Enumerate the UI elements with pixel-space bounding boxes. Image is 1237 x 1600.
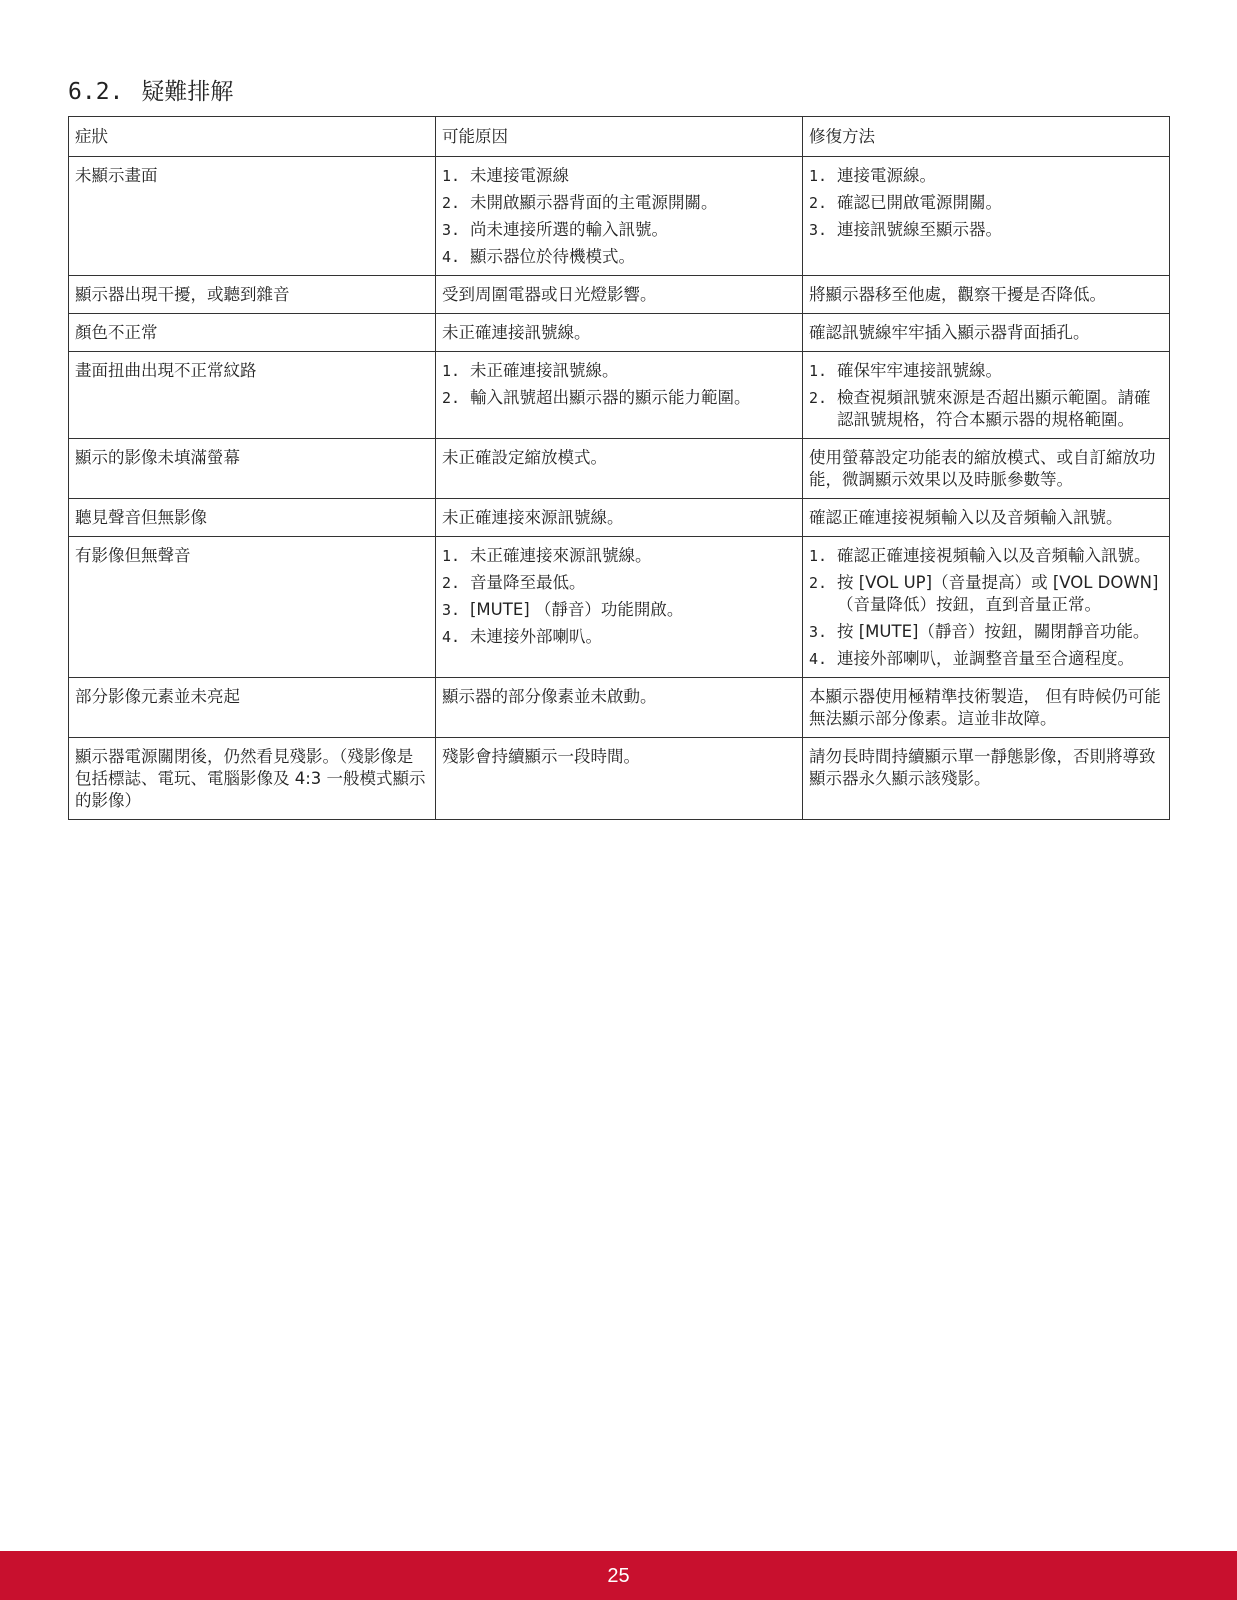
step-text: 連接外部喇叭，並調整音量至合適程度。 — [837, 649, 1134, 668]
step-text: 顯示器位於待機模式。 — [470, 247, 635, 266]
step-text: 未正確連接來源訊號線。 — [470, 546, 652, 565]
footer-band — [0, 1551, 1237, 1600]
fix-item — [809, 192, 1163, 214]
step-text: 尚未連接所選的輸入訊號。 — [470, 220, 668, 239]
fix-item-list — [809, 360, 1163, 431]
step-number: 3. — [809, 221, 828, 239]
table-row — [69, 314, 1170, 352]
cause-item: 殘影會持續顯示一段時間。 — [442, 747, 640, 766]
fix-item — [809, 219, 1163, 241]
cause-item-list — [442, 545, 796, 648]
cause-item-list — [442, 165, 796, 268]
step-text: 確認正確連接視頻輸入以及音頻輸入訊號。 — [837, 546, 1151, 565]
fix-cell — [803, 314, 1170, 352]
fix-item — [809, 387, 1163, 431]
step-text: 確認已開啟電源開關。 — [837, 193, 1002, 212]
cause-cell — [436, 157, 803, 276]
troubleshooting-table — [68, 116, 1170, 820]
fix-cell — [803, 157, 1170, 276]
fix-cell — [803, 352, 1170, 439]
cause-item — [442, 545, 796, 567]
symptom-cell: 聽見聲音但無影像 — [69, 499, 436, 537]
cause-item — [442, 219, 796, 241]
symptom-cell: 畫面扭曲出現不正常紋路 — [69, 352, 436, 439]
step-number: 1. — [809, 362, 828, 380]
fix-item — [809, 572, 1163, 616]
step-text: 未連接電源線 — [470, 166, 569, 185]
cause-item-list — [442, 360, 796, 409]
fix-item: 確認訊號線牢牢插入顯示器背面插孔。 — [809, 323, 1090, 342]
section-heading — [68, 76, 233, 108]
section-title: 疑難排解 — [141, 79, 234, 105]
fix-item — [809, 360, 1163, 382]
symptom-cell: 顯示器電源關閉後，仍然看見殘影。（殘影像是包括標誌、電玩、電腦影像及 4:3 一般模式顯示的影像） — [69, 738, 436, 820]
cause-cell — [436, 439, 803, 499]
fix-cell — [803, 499, 1170, 537]
cause-item — [442, 165, 796, 187]
step-text: [MUTE] （靜音）功能開啟。 — [470, 600, 684, 619]
step-number: 1. — [442, 362, 461, 380]
fix-cell — [803, 537, 1170, 678]
step-number: 4. — [442, 628, 461, 646]
cause-item: 顯示器的部分像素並未啟動。 — [442, 687, 657, 706]
table-row — [69, 678, 1170, 738]
step-text: 音量降至最低。 — [470, 573, 586, 592]
cause-item — [442, 360, 796, 382]
cause-cell — [436, 276, 803, 314]
cause-item — [442, 387, 796, 409]
step-text: 按 [MUTE]（靜音）按鈕，關閉靜音功能。 — [837, 622, 1150, 641]
step-number: 3. — [809, 623, 828, 641]
fix-item — [809, 621, 1163, 643]
header-cause: 可能原因 — [436, 117, 803, 157]
symptom-cell: 顯示器出現干擾，或聽到雜音 — [69, 276, 436, 314]
table-row — [69, 352, 1170, 439]
table-row — [69, 499, 1170, 537]
cause-item — [442, 246, 796, 268]
header-fix: 修復方法 — [803, 117, 1170, 157]
step-number: 2. — [442, 574, 461, 592]
cause-cell — [436, 678, 803, 738]
step-text: 未連接外部喇叭。 — [470, 627, 602, 646]
fix-item — [809, 165, 1163, 187]
step-text: 按 [VOL UP]（音量提高）或 [VOL DOWN]（音量降低）按鈕，直到音量正常。 — [837, 573, 1159, 614]
table-row — [69, 738, 1170, 820]
fix-item: 將顯示器移至他處，觀察干擾是否降低。 — [809, 285, 1106, 304]
symptom-cell: 未顯示畫面 — [69, 157, 436, 276]
cause-item: 未正確連接來源訊號線。 — [442, 508, 624, 527]
step-text: 確保牢牢連接訊號線。 — [837, 361, 1002, 380]
fix-cell — [803, 738, 1170, 820]
step-text: 連接訊號線至顯示器。 — [837, 220, 1002, 239]
table-row — [69, 276, 1170, 314]
symptom-cell: 有影像但無聲音 — [69, 537, 436, 678]
fix-item: 確認正確連接視頻輸入以及音頻輸入訊號。 — [809, 508, 1123, 527]
step-text: 未正確連接訊號線。 — [470, 361, 619, 380]
step-number: 1. — [442, 547, 461, 565]
step-number: 2. — [442, 194, 461, 212]
symptom-cell: 顏色不正常 — [69, 314, 436, 352]
cause-item: 受到周圍電器或日光燈影響。 — [442, 285, 657, 304]
fix-item — [809, 648, 1163, 670]
step-text: 連接電源線。 — [837, 166, 936, 185]
step-number: 1. — [809, 547, 828, 565]
step-number: 1. — [809, 167, 828, 185]
fix-item — [809, 545, 1163, 567]
cause-cell — [436, 537, 803, 678]
step-number: 2. — [809, 194, 828, 212]
step-number: 3. — [442, 221, 461, 239]
fix-cell — [803, 678, 1170, 738]
step-number: 1. — [442, 167, 461, 185]
step-text: 未開啟顯示器背面的主電源開關。 — [470, 193, 718, 212]
cause-item — [442, 626, 796, 648]
step-number: 2. — [442, 389, 461, 407]
cause-cell — [436, 314, 803, 352]
step-text: 輸入訊號超出顯示器的顯示能力範圍。 — [470, 388, 751, 407]
header-symptom: 症狀 — [69, 117, 436, 157]
cause-item — [442, 572, 796, 594]
section-number: 6.2. — [68, 79, 124, 105]
fix-item: 本顯示器使用極精準技術製造， 但有時候仍可能無法顯示部分像素。這並非故障。 — [809, 687, 1161, 728]
cause-item: 未正確連接訊號線。 — [442, 323, 591, 342]
step-number: 2. — [809, 389, 828, 407]
page-number: 25 — [607, 1565, 630, 1587]
fix-cell — [803, 276, 1170, 314]
cause-item — [442, 192, 796, 214]
fix-cell — [803, 439, 1170, 499]
table-body — [69, 157, 1170, 820]
step-number: 4. — [442, 248, 461, 266]
step-number: 3. — [442, 601, 461, 619]
fix-item: 請勿長時間持續顯示單一靜態影像，否則將導致顯示器永久顯示該殘影。 — [809, 747, 1156, 788]
table-row — [69, 537, 1170, 678]
cause-item — [442, 599, 796, 621]
fix-item-list — [809, 165, 1163, 241]
table-row — [69, 157, 1170, 276]
symptom-cell: 部分影像元素並未亮起 — [69, 678, 436, 738]
cause-item: 未正確設定縮放模式。 — [442, 448, 607, 467]
table-row — [69, 439, 1170, 499]
step-number: 4. — [809, 650, 828, 668]
cause-cell — [436, 499, 803, 537]
fix-item: 使用螢幕設定功能表的縮放模式、或自訂縮放功能，微調顯示效果以及時脈參數等。 — [809, 448, 1156, 489]
table-header-row — [69, 117, 1170, 157]
symptom-cell: 顯示的影像未填滿螢幕 — [69, 439, 436, 499]
step-text: 檢查視頻訊號來源是否超出顯示範圍。請確認訊號規格，符合本顯示器的規格範圍。 — [837, 388, 1151, 429]
cause-cell — [436, 738, 803, 820]
fix-item-list — [809, 545, 1163, 670]
cause-cell — [436, 352, 803, 439]
step-number: 2. — [809, 574, 828, 592]
